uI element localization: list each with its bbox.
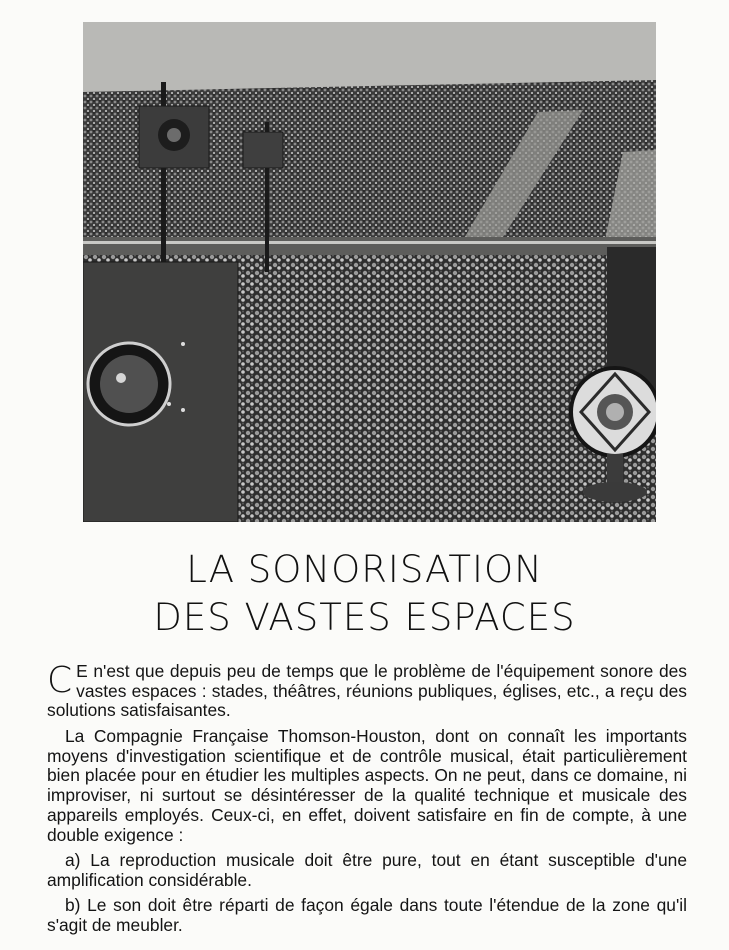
drop-cap: C [47, 660, 73, 701]
paragraph-intro [47, 662, 687, 721]
stadium-crowd-photo [83, 22, 656, 522]
article-title-line-1: LA SONORISATION [186, 548, 543, 591]
paragraph-requirement-b: b) Le son doit être réparti de façon égale dans toute l'étendue de la zone qu'il s'agit de meubler. [47, 895, 687, 935]
paragraph-requirement-a: a) La reproduction musicale doit être pure, tout en étant susceptible d'une amplification considérable. [47, 850, 687, 890]
article-title-line-2: DES VASTES ESPACES [153, 596, 576, 639]
paragraph-intro-text: E n'est que depuis peu de temps que le problème de l'équipement sonore des vastes espaces : stades, théâtres, réunions publiques, églises, etc., a reçu des solutions satisfaisantes. [47, 661, 687, 721]
paragraph-thomson-houston: La Compagnie Française Thomson-Houston, dont on connaît les importants moyens d'investigation scientifique et de contrôle musical, était particulièrement bien placée pour en étudier les multiples aspects. On ne peut, dans ce domaine, ni improviser, ni surtout se désintéresser de la qualité technique et musicale des appareils employés. Ceux-ci, en effet, doivent satisfaire en fin de compte, à une double exigence : [47, 726, 687, 845]
photo-illustration [83, 22, 656, 522]
